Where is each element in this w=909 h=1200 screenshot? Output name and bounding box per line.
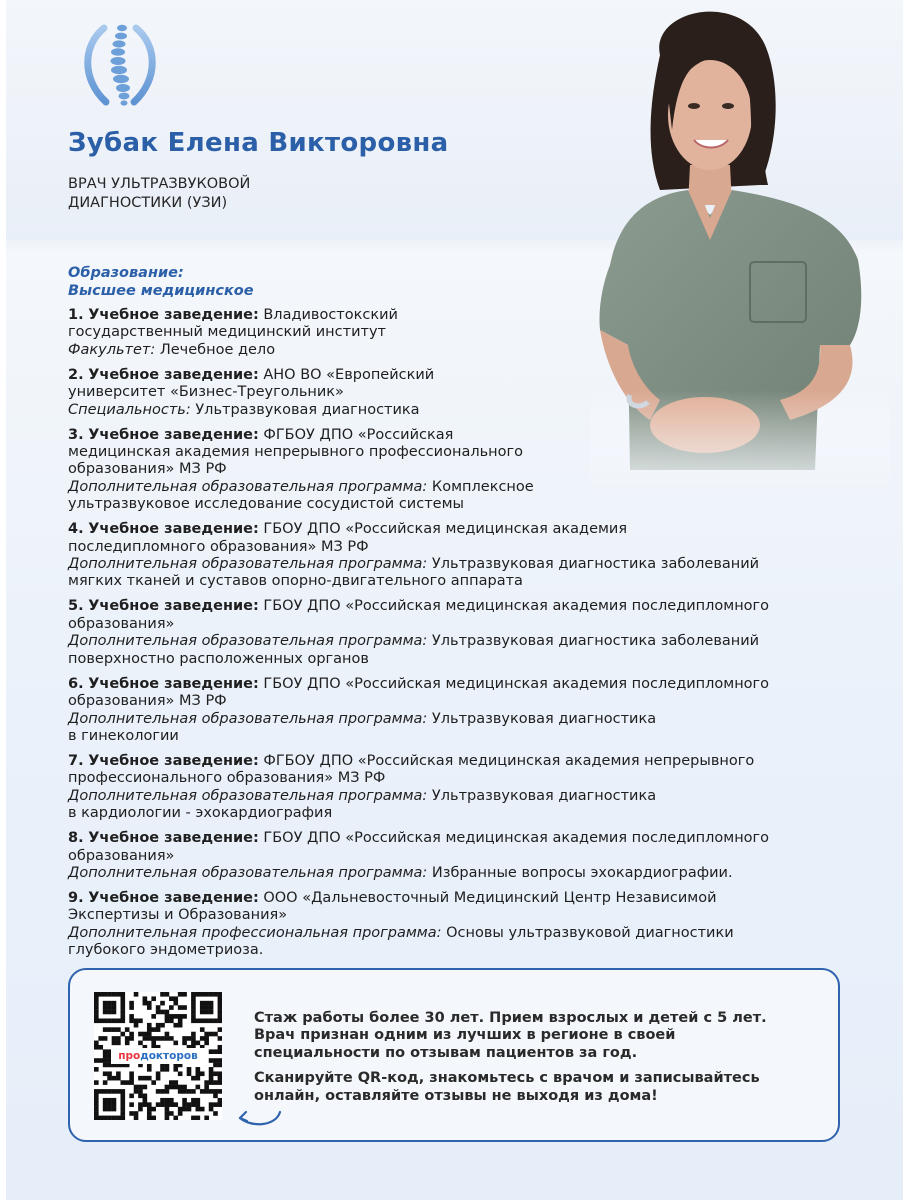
education-sub-text: Ультразвуковая диагностика [195, 401, 420, 418]
education-line [68, 770, 868, 787]
education-institution-text: ФГБОУ ДПО «Российская [263, 426, 454, 443]
education-item [68, 830, 868, 882]
education-line [68, 907, 868, 924]
education-sub-line [68, 925, 868, 942]
text-line: специальности по отзывам пациентов за год. [254, 1044, 638, 1061]
education-institution-text: ГБОУ ДПО «Российская медицинская академия последипломного [263, 830, 770, 847]
education-item [68, 367, 868, 419]
education-line [68, 848, 868, 865]
education-line [68, 324, 868, 341]
education-item-label: Учебное заведение: [88, 307, 259, 323]
education-item [68, 521, 868, 591]
education-line [68, 307, 868, 324]
education-sub-text: поверхностно расположенных органов [68, 650, 369, 667]
education-sub-text: Ультразвуковая диагностика заболеваний [431, 556, 760, 573]
education-heading-line: Образование: [68, 265, 184, 281]
education-line [68, 616, 868, 633]
education-institution-text: университет «Бизнес-Треугольник» [68, 384, 344, 401]
education-institution-text: медицинская академия непрерывного профессионального [68, 444, 523, 461]
education-sub-label: Дополнительная образовательная программа: [68, 864, 428, 881]
profile-sheet [6, 0, 903, 1200]
education-sub-line [68, 942, 868, 959]
education-sub-label: Специальность: [68, 401, 191, 418]
education-institution-text: ГБОУ ДПО «Российская медицинская академия последипломного [263, 675, 770, 692]
education-item-label: Учебное заведение: [88, 426, 259, 443]
education-sub-line [68, 788, 868, 805]
education-sub-text: Комплексное [431, 478, 534, 495]
education-line [68, 539, 868, 556]
education-sub-line [68, 805, 868, 822]
education-institution-text: ООО «Дальневосточный Медицинский Центр Независимой [263, 889, 717, 906]
education-item [68, 753, 868, 823]
education-sub-text: Ультразвуковая диагностика [431, 710, 657, 727]
doctor-name: Зубак Елена Викторовна [68, 128, 449, 158]
education-institution-text: образования» [68, 615, 175, 632]
education-item-label: 9. [68, 889, 84, 906]
spine-logo-icon [74, 18, 166, 110]
education-line [68, 427, 868, 444]
education-item-label: 2. [68, 366, 84, 383]
education-line [68, 444, 868, 461]
education-sub-line [68, 711, 868, 728]
education-sub-line [68, 573, 868, 590]
education-item-label: 5. [68, 598, 84, 615]
education-line [68, 384, 868, 401]
education-sub-label: Дополнительная образовательная программа: [68, 787, 428, 804]
education-sub-label: Дополнительная образовательная программа: [68, 710, 428, 727]
education-item-label: Учебное заведение: [88, 598, 259, 615]
education-item-label: 8. [68, 830, 84, 847]
education-sub-text: Лечебное дело [159, 341, 276, 358]
education-item-label: Учебное заведение: [88, 675, 259, 692]
education-sub-line [68, 479, 868, 496]
education-institution-text: образования» МЗ РФ [68, 461, 227, 478]
education-institution-text: ГБОУ ДПО «Российская медицинская академия последипломного [263, 598, 770, 615]
education-line [68, 830, 868, 847]
education-line [68, 367, 868, 384]
education-institution-text: ФГБОУ ДПО «Российская медицинская академия непрерывного [263, 752, 755, 769]
education-line [68, 753, 868, 770]
info-text [254, 1010, 814, 1113]
education-sub-label: Дополнительная образовательная программа: [68, 556, 428, 573]
doctor-role-line: ВРАЧ УЛЬТРАЗВУКОВОЙ [68, 176, 251, 192]
education-institution-text: АНО ВО «Европейский [263, 366, 435, 383]
qr-brand-label [111, 1048, 205, 1064]
education-item [68, 307, 868, 359]
info-box [68, 968, 840, 1142]
text-line: Врач признан одним из лучших в регионе в своей [254, 1027, 676, 1044]
education-institution-text: Экспертизы и Образования» [68, 907, 288, 924]
education-item-label: 4. [68, 521, 84, 538]
education-institution-text: последипломного образования» МЗ РФ [68, 538, 369, 555]
education-item-label: 3. [68, 426, 84, 443]
text-line: онлайн, оставляйте отзывы не выходя из дома! [254, 1087, 658, 1104]
education-item [68, 676, 868, 746]
education-sub-text: Избранные вопросы эхокардиографии. [431, 864, 733, 881]
education-sub-line [68, 342, 868, 359]
education-sub-text: глубокого эндометриоза. [68, 942, 264, 959]
education-institution-text: государственный медицинский институт [68, 324, 386, 341]
scan-qr-paragraph [254, 1070, 814, 1105]
education-institution-text: профессионального образования» МЗ РФ [68, 770, 386, 787]
education-sub-line [68, 402, 868, 419]
education-sub-label: Дополнительная образовательная программа: [68, 478, 428, 495]
education-item-label: Учебное заведение: [88, 830, 259, 847]
education-institution-text: образования» МЗ РФ [68, 693, 227, 710]
education-line [68, 598, 868, 615]
education-heading [68, 264, 468, 300]
text-line: Стаж работы более 30 лет. Прием взрослых и детей с 5 лет. [254, 1010, 767, 1026]
qr-code[interactable] [94, 992, 222, 1120]
education-item-label: 6. [68, 675, 84, 692]
education-sub-text: Основы ультразвуковой диагностики [446, 924, 734, 941]
education-line [68, 890, 868, 907]
education-item-label: Учебное заведение: [88, 752, 259, 769]
education-institution-text: ГБОУ ДПО «Российская медицинская академия [263, 521, 628, 538]
experience-paragraph [254, 1010, 814, 1062]
qr-brand-part2: докторов [140, 1050, 198, 1062]
education-line [68, 693, 868, 710]
education-sub-line [68, 728, 868, 745]
education-sub-text: в кардиологии - эхокардиография [68, 805, 333, 822]
education-institution-text: Владивостокский [263, 307, 398, 323]
education-sub-line [68, 496, 868, 513]
education-item [68, 598, 868, 668]
education-sub-text: Ультразвуковая диагностика заболеваний [431, 633, 760, 650]
education-line [68, 461, 868, 478]
education-sub-text: в гинекологии [68, 727, 179, 744]
education-line [68, 676, 868, 693]
education-sub-text: Ультразвуковая диагностика [431, 787, 657, 804]
education-item [68, 890, 868, 960]
education-list [68, 307, 868, 967]
education-sub-label: Дополнительная профессиональная программа: [68, 924, 442, 941]
education-item-label: Учебное заведение: [88, 366, 259, 383]
education-institution-text: образования» [68, 847, 175, 864]
education-line [68, 521, 868, 538]
education-heading-line: Высшее медицинское [68, 283, 254, 299]
education-sub-label: Факультет: [68, 341, 156, 358]
education-item-label: 1. [68, 307, 84, 323]
text-line: Сканируйте QR-код, знакомьтесь с врачом и записывайтесь [254, 1070, 760, 1087]
qr-brand-part1: про [118, 1050, 141, 1062]
education-item-label: Учебное заведение: [88, 889, 259, 906]
education-item-label: Учебное заведение: [88, 521, 259, 538]
doctor-role [68, 175, 368, 213]
education-sub-text: мягких тканей и суставов опорно-двигательного аппарата [68, 573, 523, 590]
education-sub-label: Дополнительная образовательная программа: [68, 633, 428, 650]
education-sub-line [68, 556, 868, 573]
education-item-label: 7. [68, 752, 84, 769]
education-item [68, 427, 868, 514]
doctor-role-line: ДИАГНОСТИКИ (УЗИ) [68, 195, 228, 211]
education-sub-line [68, 651, 868, 668]
education-sub-line [68, 865, 868, 882]
education-sub-line [68, 633, 868, 650]
education-sub-text: ультразвуковое исследование сосудистой системы [68, 496, 464, 513]
